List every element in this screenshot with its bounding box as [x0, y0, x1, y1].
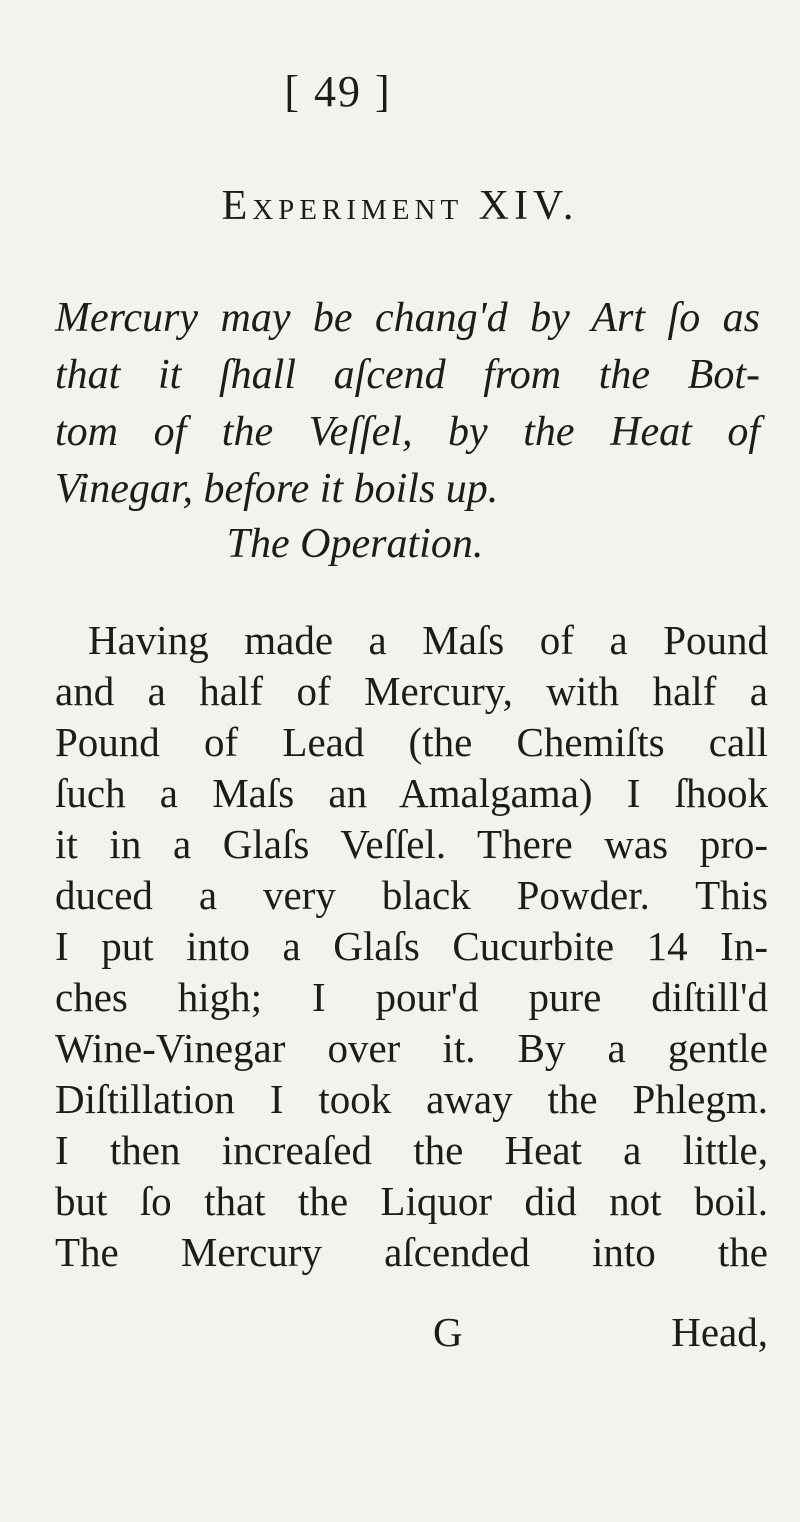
body-paragraph — [55, 615, 768, 1278]
operation-subheading: The Operation. — [226, 521, 484, 567]
experiment-heading: Experiment XIV. — [221, 183, 579, 229]
body-line: but ſo that the Liquor did not boil. — [55, 1178, 768, 1224]
body-line: I put into a Glaſs Cucurbite 14 In- — [55, 923, 768, 969]
title-line: that it ſhall aſcend from the Bot- — [55, 352, 760, 398]
body-line: duced a very black Powder. This — [55, 872, 768, 918]
body-line: ſuch a Maſs an Amalgama) I ſhook — [55, 770, 768, 816]
body-line: and a half of Mercury, with half a — [55, 668, 768, 714]
experiment-title — [55, 290, 760, 518]
title-line: Vinegar, before it boils up. — [55, 466, 499, 512]
body-line: Wine-Vinegar over it. By a gentle — [55, 1025, 768, 1071]
body-line: The Mercury aſcended into the — [55, 1229, 768, 1275]
body-line: Diſtillation I took away the Phlegm. — [55, 1076, 768, 1122]
page-number: [ 49 ] — [284, 67, 392, 116]
catchword: Head, — [671, 1309, 768, 1355]
title-line: Mercury may be chang'd by Art ſo as — [55, 295, 760, 341]
body-line: I then increaſed the Heat a little, — [55, 1127, 768, 1173]
body-line: Having made a Maſs of a Pound — [88, 617, 768, 663]
catchline — [55, 1307, 768, 1358]
signature-mark: G — [433, 1309, 463, 1355]
body-line: it in a Glaſs Veſſel. There was pro- — [55, 821, 768, 867]
body-line: ches high; I pour'd pure diſtill'd — [55, 974, 768, 1020]
body-line: Pound of Lead (the Chemiſts call — [55, 719, 768, 765]
title-line: tom of the Veſſel, by the Heat of — [55, 409, 760, 455]
